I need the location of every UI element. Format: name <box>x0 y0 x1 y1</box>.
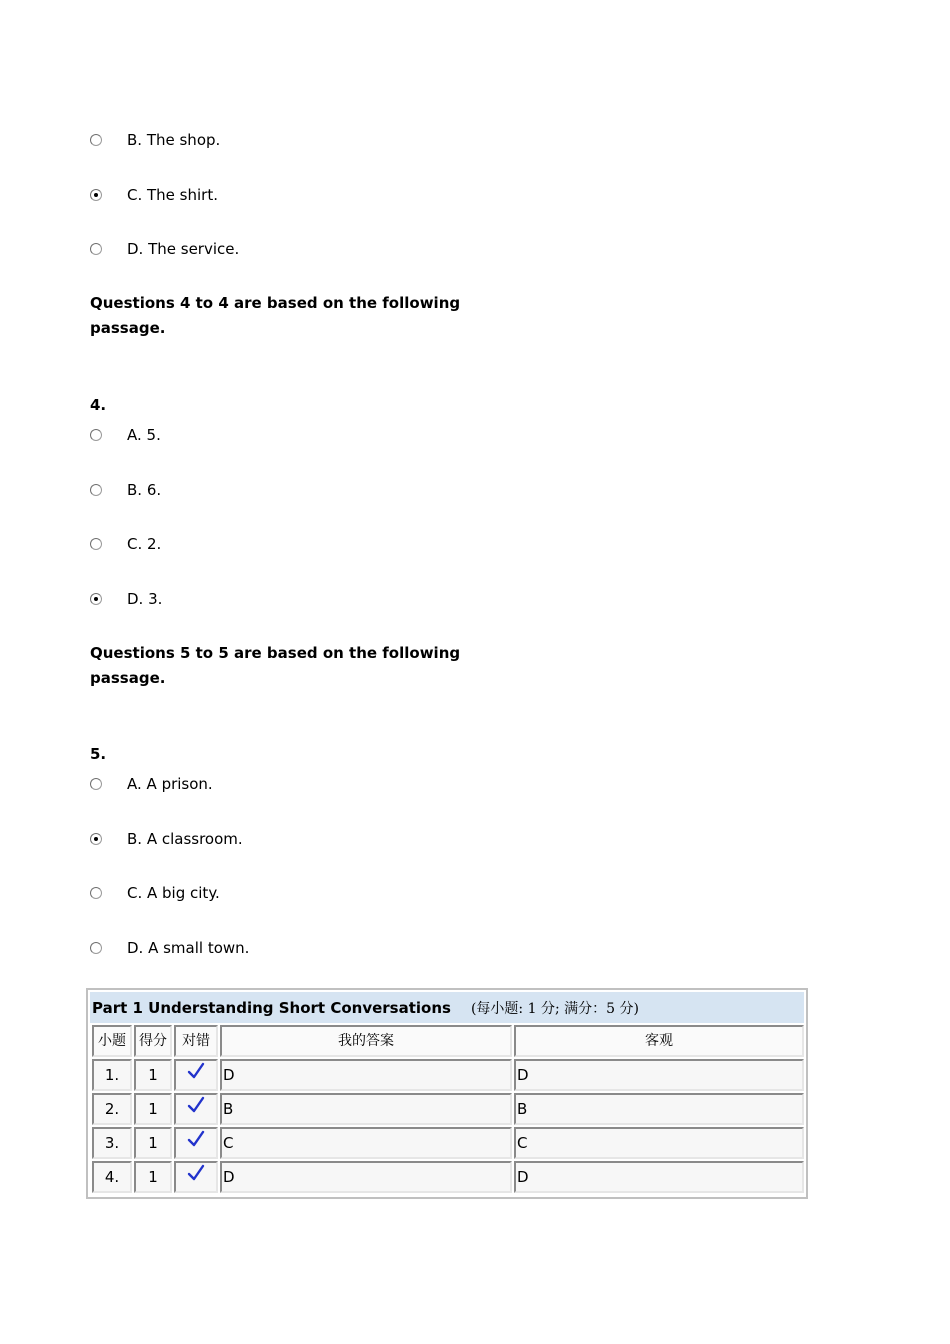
radio-button[interactable] <box>90 243 102 255</box>
row-my-answer: B <box>220 1093 512 1125</box>
results-table <box>86 988 808 1199</box>
section-heading-4: Questions 4 to 4 are based on the following passage. <box>90 294 461 337</box>
row-score: 1 <box>134 1161 172 1193</box>
results-header <box>90 992 804 1023</box>
q3-option-b[interactable] <box>90 130 221 150</box>
row-score: 1 <box>134 1127 172 1159</box>
question-number-4: 4. <box>90 396 107 414</box>
row-key: B <box>514 1093 804 1125</box>
col-header-number: 小题 <box>92 1025 132 1057</box>
option-label: A. 5. <box>127 426 161 444</box>
row-number: 4. <box>92 1161 132 1193</box>
question-number-5: 5. <box>90 745 107 763</box>
option-label: C. 2. <box>127 535 162 553</box>
row-correct <box>174 1161 218 1193</box>
radio-button[interactable] <box>90 942 102 954</box>
radio-button[interactable] <box>90 538 102 550</box>
row-key: D <box>514 1161 804 1193</box>
row-correct <box>174 1127 218 1159</box>
radio-button[interactable] <box>90 484 102 496</box>
option-label: C. A big city. <box>127 884 220 902</box>
radio-button[interactable] <box>90 134 102 146</box>
option-label: B. The shop. <box>127 131 221 149</box>
q4-option-a[interactable] <box>90 425 161 445</box>
q3-option-c[interactable] <box>90 185 218 205</box>
results-scoring-info: (每小题: 1 分; 满分：5 分) <box>470 1000 639 1017</box>
radio-button-selected[interactable] <box>90 593 102 605</box>
row-key: C <box>514 1127 804 1159</box>
radio-button[interactable] <box>90 887 102 899</box>
col-header-my-answer: 我的答案 <box>220 1025 512 1057</box>
section-heading-5: Questions 5 to 5 are based on the following passage. <box>90 644 461 687</box>
radio-button[interactable] <box>90 778 102 790</box>
row-number: 1. <box>92 1059 132 1091</box>
row-key: D <box>514 1059 804 1091</box>
q5-option-c[interactable] <box>90 883 220 903</box>
option-label: B. 6. <box>127 481 162 499</box>
checkmark-icon <box>187 1164 205 1182</box>
row-my-answer: D <box>220 1059 512 1091</box>
checkmark-icon <box>187 1062 205 1080</box>
checkmark-icon <box>187 1130 205 1148</box>
option-label: B. A classroom. <box>127 830 243 848</box>
row-score: 1 <box>134 1093 172 1125</box>
col-header-score: 得分 <box>134 1025 172 1057</box>
col-header-correct: 对错 <box>174 1025 218 1057</box>
row-score: 1 <box>134 1059 172 1091</box>
radio-button-selected[interactable] <box>90 189 102 201</box>
row-correct <box>174 1059 218 1091</box>
q3-option-d[interactable] <box>90 239 240 259</box>
q5-option-b[interactable] <box>90 829 243 849</box>
row-my-answer: D <box>220 1161 512 1193</box>
results-title: Part 1 Understanding Short Conversations <box>92 998 451 1017</box>
radio-button[interactable] <box>90 429 102 441</box>
q4-option-b[interactable] <box>90 480 162 500</box>
row-my-answer: C <box>220 1127 512 1159</box>
q4-option-c[interactable] <box>90 534 162 554</box>
row-correct <box>174 1093 218 1125</box>
row-number: 3. <box>92 1127 132 1159</box>
option-label: D. The service. <box>127 240 240 258</box>
option-label: A. A prison. <box>127 775 213 793</box>
option-label: D. 3. <box>127 590 163 608</box>
row-number: 2. <box>92 1093 132 1125</box>
option-label: D. A small town. <box>127 939 250 957</box>
radio-button-selected[interactable] <box>90 833 102 845</box>
checkmark-icon <box>187 1096 205 1114</box>
q4-option-d[interactable] <box>90 589 163 609</box>
q5-option-a[interactable] <box>90 774 213 794</box>
q5-option-d[interactable] <box>90 938 250 958</box>
option-label: C. The shirt. <box>127 186 218 204</box>
col-header-key: 客观 <box>514 1025 804 1057</box>
